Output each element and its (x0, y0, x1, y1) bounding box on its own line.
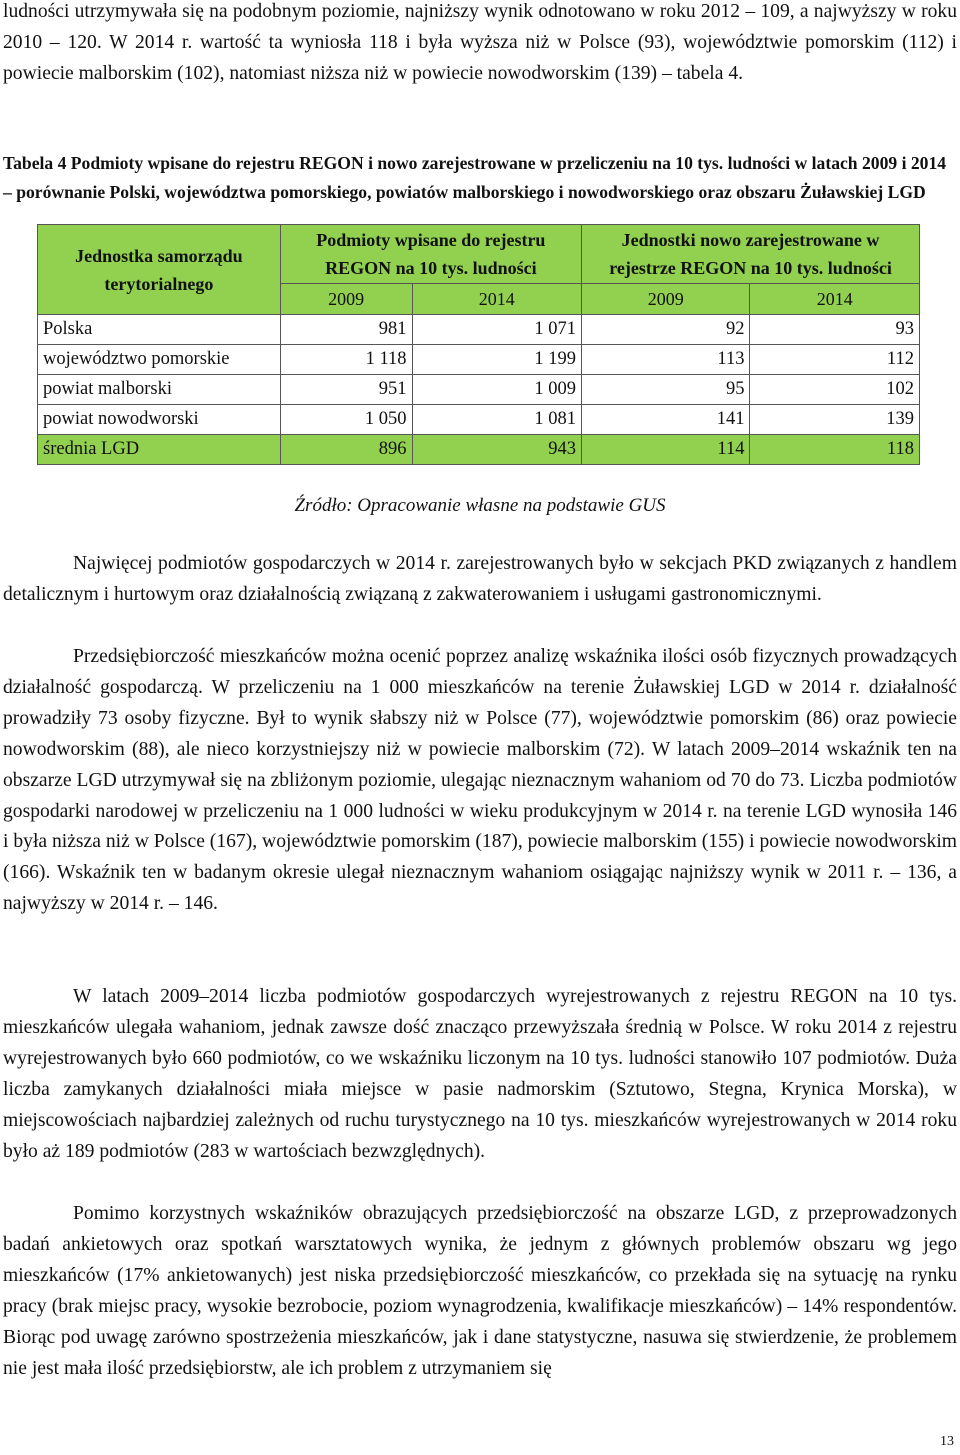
cell-value: 1 009 (412, 375, 582, 405)
row-label: województwo pomorskie (38, 345, 281, 375)
cell-value: 1 071 (412, 315, 582, 345)
cell-value: 1 050 (280, 405, 412, 435)
cell-value: 95 (582, 375, 750, 405)
cell-value: 896 (280, 435, 412, 465)
table-row-lgd (38, 435, 920, 465)
cell-value: 139 (750, 405, 920, 435)
cell-value: 1 199 (412, 345, 582, 375)
cell-value: 118 (750, 435, 920, 465)
cell-value: 951 (280, 375, 412, 405)
paragraph: Najwięcej podmiotów gospodarczych w 2014 r. zarejestrowanych było w sekcjach PKD związanych z handlem detalicznym i hurtowym oraz działalnością związaną z zakwaterowaniem i usługami gastronomicznymi. (3, 553, 957, 605)
cell-value: 141 (582, 405, 750, 435)
cell-value: 114 (582, 435, 750, 465)
row-label: powiat malborski (38, 375, 281, 405)
cell-value: 92 (582, 315, 750, 345)
table-header-row (38, 225, 920, 284)
cell-value: 1 081 (412, 405, 582, 435)
page-number: 13 (940, 1434, 954, 1449)
row-label: Polska (38, 315, 281, 345)
cell-value: 112 (750, 345, 920, 375)
table-caption: Tabela 4 Podmioty wpisane do rejestru REGON i nowo zarejestrowane w przeliczeniu na 10 tys. ludności w latach 2009 i 2014 – porównanie Polski, województwa pomorskiego, powiatów malborskiego i nowodworskiego oraz obszaru Żuławskiej LGD (3, 153, 947, 202)
cell-value: 102 (750, 375, 920, 405)
table-row (38, 345, 920, 375)
header-regon: Podmioty wpisane do rejestru REGON na 10 tys. ludności (280, 225, 581, 284)
header-year: 2009 (582, 283, 750, 314)
cell-value: 943 (412, 435, 582, 465)
table-row (38, 315, 920, 345)
table-source: Źródło: Opracowanie własne na podstawie GUS (294, 495, 666, 516)
regon-table (37, 224, 920, 465)
header-year: 2014 (412, 283, 582, 314)
paragraph-intro: ludności utrzymywała się na podobnym poziomie, najniższy wynik odnotowano w roku 2012 – 109, a najwyższy w roku 2010 – 120. W 2014 r. wartość ta wyniosła 118 i była wyższa niż w Polsce (93), województwie pomorskim (112) i powiecie malborskim (102), natomiast niższa niż w powiecie nowodworskim (139) – tabela 4. (3, 1, 957, 84)
cell-value: 1 118 (280, 345, 412, 375)
paragraph: Przedsiębiorczość mieszkańców można ocenić poprzez analizę wskaźnika ilości osób fizycznych prowadzących działalność gospodarczą. W przeliczeniu na 1 000 mieszkańców na terenie Żuławskiej LGD w 2014 r. działalność prowadziły 73 osoby fizyczne. Był to wynik słabszy niż w Polsce (77), województwie pomorskim (86) oraz powiecie nowodworskim (88), ale nieco korzystniejszy niż w powiecie malborskim (72). W latach 2009–2014 wskaźnik ten na obszarze LGD utrzymywał się na zbliżonym poziomie, ulegając nieznacznym wahaniom od 70 do 73. Liczba podmiotów gospodarki narodowej w przeliczeniu na 1 000 ludności w wieku produkcyjnym w 2014 r. na terenie LGD wynosiła 146 i była niższa niż w Polsce (167), województwie pomorskim (187), powiecie malborskim (155) i powiecie nowodworskim (166). Wskaźnik ten w badanym okresie ulegał nieznacznym wahaniom osiągając najniższy wynik w 2011 r. – 136, a najwyższy w 2014 r. – 146. (3, 646, 957, 915)
cell-value: 981 (280, 315, 412, 345)
row-label: powiat nowodworski (38, 405, 281, 435)
header-new: Jednostki nowo zarejestrowane w rejestrze REGON na 10 tys. ludności (582, 225, 920, 284)
header-year: 2009 (280, 283, 412, 314)
header-unit: Jednostka samorządu terytorialnego (38, 225, 281, 315)
cell-value: 93 (750, 315, 920, 345)
header-year: 2014 (750, 283, 920, 314)
table-row (38, 375, 920, 405)
cell-value: 113 (582, 345, 750, 375)
row-label: średnia LGD (38, 435, 281, 465)
paragraph: Pomimo korzystnych wskaźników obrazujących przedsiębiorczość na obszarze LGD, z przeprowadzonych badań ankietowych oraz spotkań warsztatowych wynika, że jednym z głównych problemów obszaru wg jego mieszkańców (17% ankietowanych) jest niska przedsiębiorczość mieszkańców, co przekłada się na sytuację na rynku pracy (brak miejsc pracy, wysokie bezrobocie, poziom wynagrodzenia, kwalifikacje mieszkańców) – 14% respondentów. Biorąc pod uwagę zarówno spostrzeżenia mieszkańców, jak i dane statystyczne, nasuwa się stwierdzenie, że problemem nie jest mała ilość przedsiębiorstw, ale ich problem z utrzymaniem się (3, 1203, 957, 1379)
paragraph: W latach 2009–2014 liczba podmiotów gospodarczych wyrejestrowanych z rejestru REGON na 10 tys. mieszkańców ulegała wahaniom, jednak zawsze dość znacząco przewyższała średnią w Polsce. W roku 2014 z rejestru wyrejestrowanych było 660 podmiotów, co we wskaźniku liczonym na 10 tys. ludności stanowiło 107 podmiotów. Duża liczba zamykanych działalności miała miejsce w pasie nadmorskim (Sztutowo, Stegna, Krynica Morska), w miejscowościach najbardziej zależnych od ruchu turystycznego na 10 tys. mieszkańców wyrejestrowanych w 2014 roku było aż 189 podmiotów (283 w wartościach bezwzględnych). (3, 986, 957, 1162)
table-row (38, 405, 920, 435)
